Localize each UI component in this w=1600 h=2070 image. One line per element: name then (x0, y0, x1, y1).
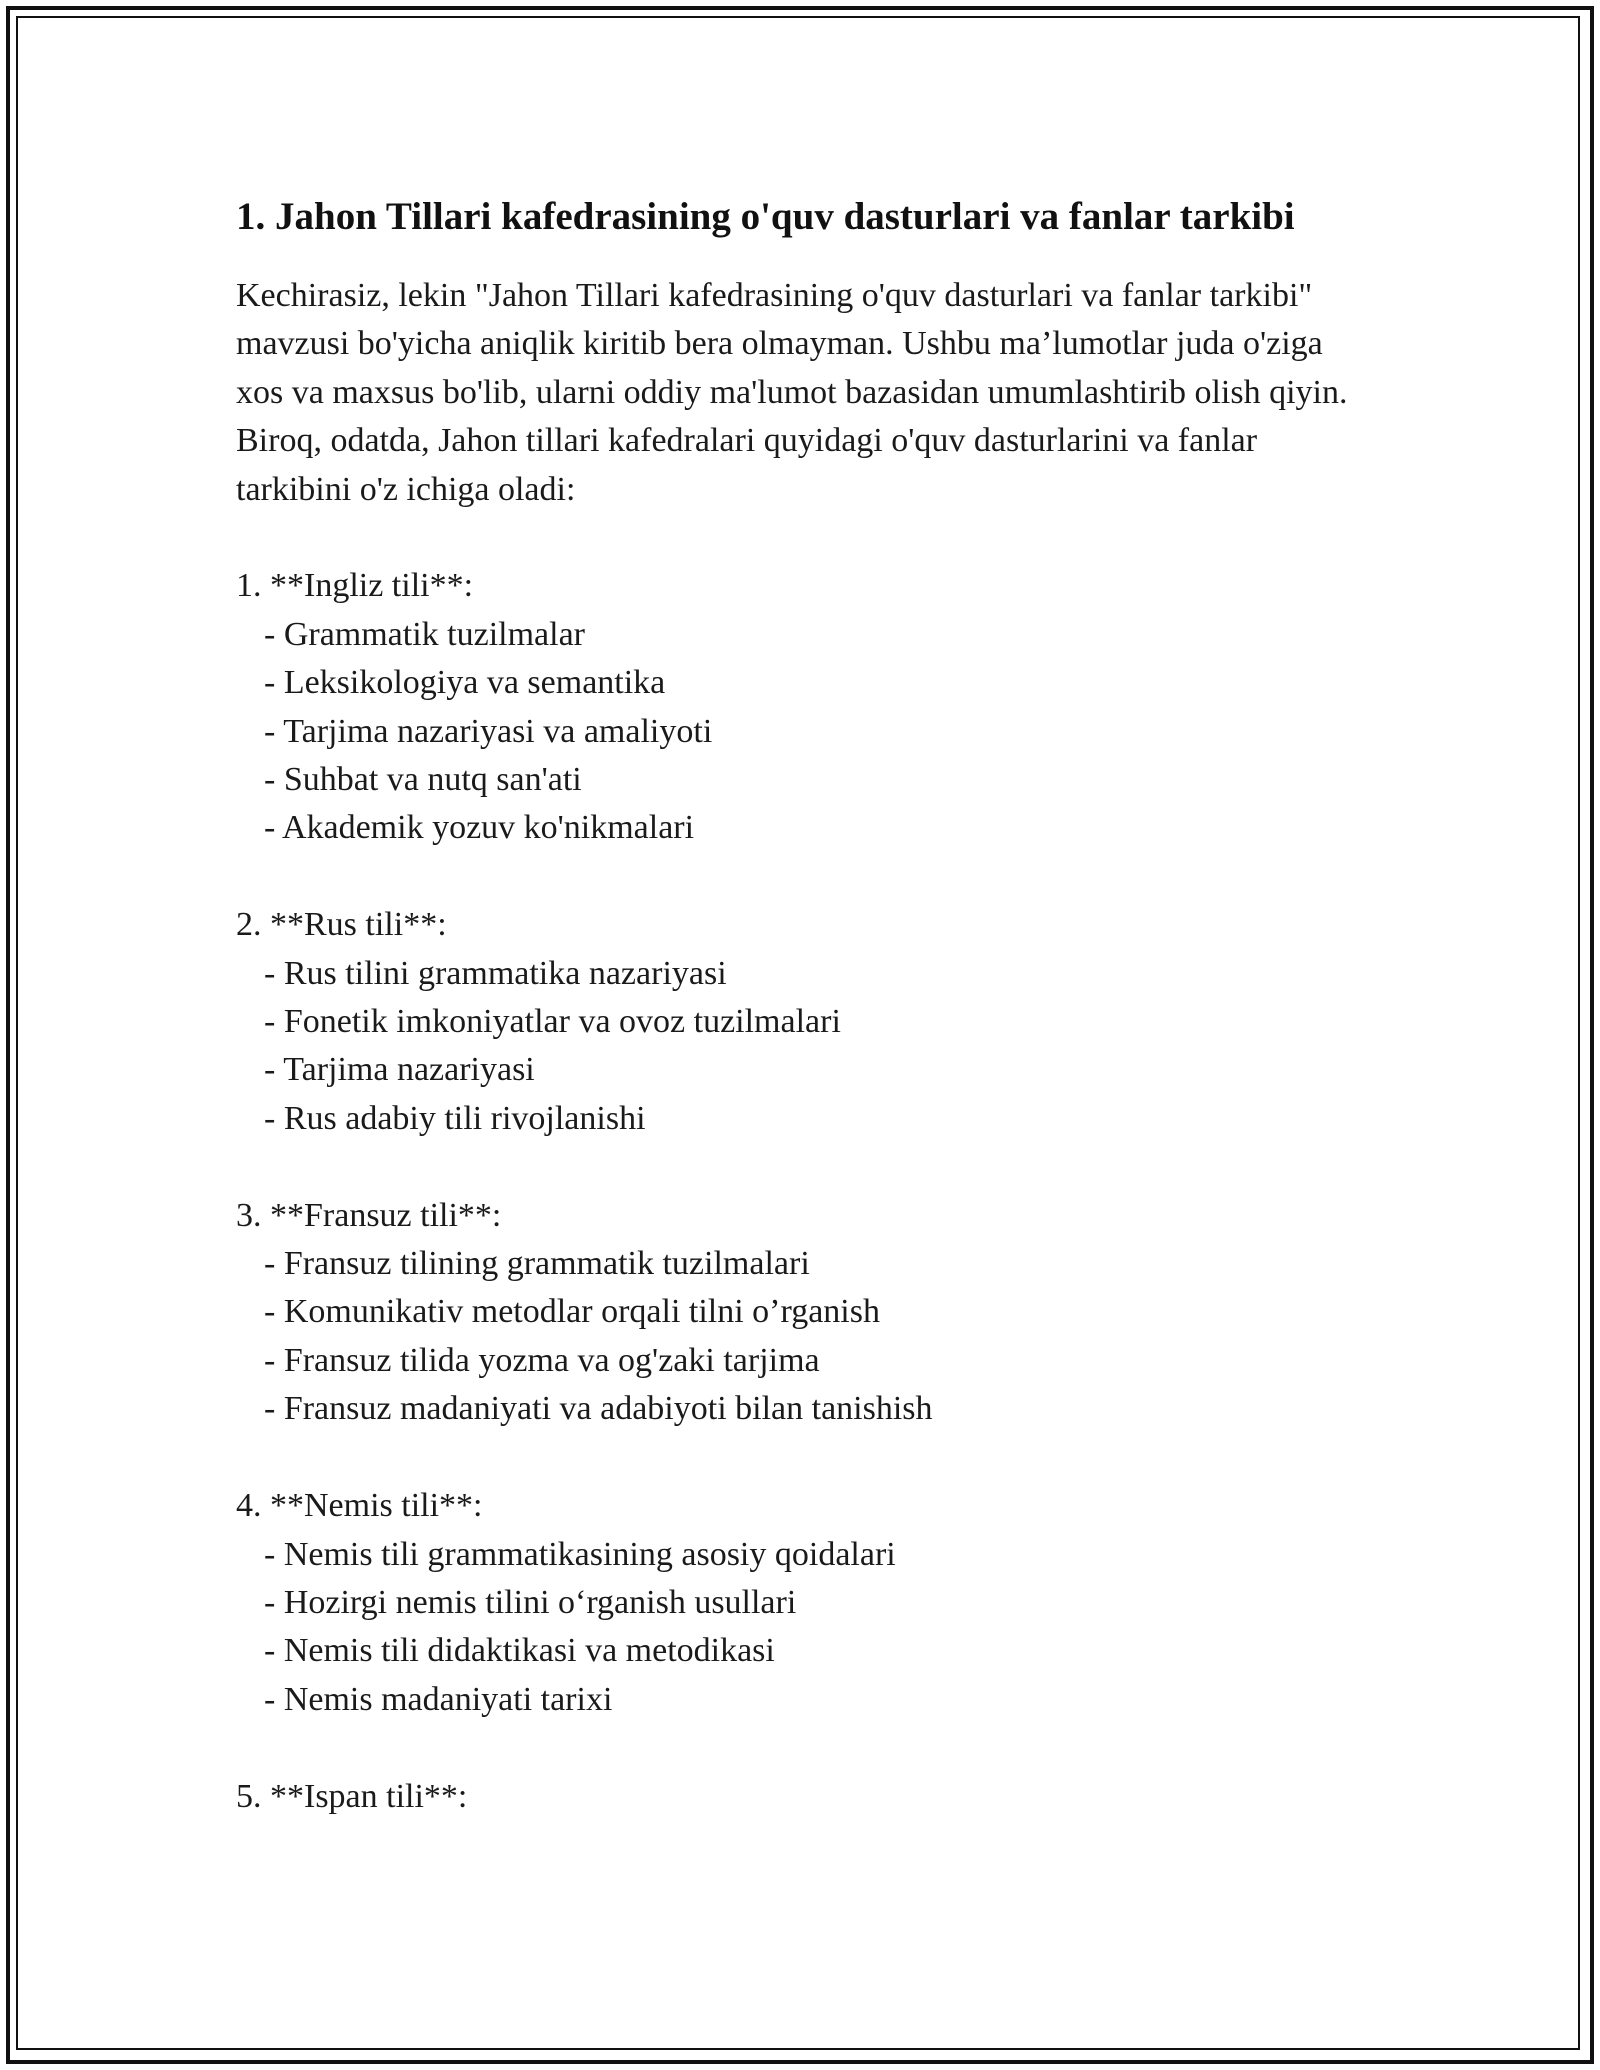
list-item: - Leksikologiya va semantika (264, 664, 666, 702)
section (236, 1773, 1376, 1821)
list-item: - Akademik yozuv ko'nikmalari (264, 809, 695, 847)
list-item: - Suhbat va nutq san'ati (264, 761, 582, 799)
list-item: - Rus adabiy tili rivojlanishi (264, 1099, 646, 1137)
section-item-list (236, 611, 1376, 853)
list-item: - Komunikativ metodlar orqali tilni o’rganish (264, 1293, 880, 1331)
document-body (236, 190, 1376, 1869)
section (236, 1192, 1376, 1434)
list-item: - Nemis madaniyati tarixi (264, 1680, 613, 1718)
list-item: - Nemis tili grammatikasining asosiy qoidalari (264, 1535, 896, 1573)
list-item: - Nemis tili didaktikasi va metodikasi (264, 1632, 775, 1670)
list-item: - Hozirgi nemis tilini o‘rganish usullari (264, 1583, 797, 1621)
list-item: - Fransuz tilining grammatik tuzilmalari (264, 1245, 810, 1283)
section (236, 1482, 1376, 1724)
section-item-list (236, 1531, 1376, 1725)
section-heading: 1. **Ingliz tili**: (236, 567, 474, 605)
section-heading: 3. **Fransuz tili**: (236, 1196, 502, 1234)
list-item: - Fransuz tilida yozma va og'zaki tarjima (264, 1341, 820, 1379)
list-item: - Fonetik imkoniyatlar va ovoz tuzilmalari (264, 1003, 841, 1041)
section-heading: 2. **Rus tili**: (236, 906, 447, 944)
list-item: - Tarjima nazariyasi (264, 1051, 535, 1089)
list-item: - Grammatik tuzilmalar (264, 615, 585, 653)
sections-container (236, 562, 1376, 1821)
document-title: 1. Jahon Tillari kafedrasining o'quv dasturlari va fanlar tarkibi (236, 195, 1295, 238)
list-item: - Rus tilini grammatika nazariyasi (264, 954, 727, 992)
section-heading: 5. **Ispan tili**: (236, 1777, 468, 1815)
list-item: - Tarjima nazariyasi va amaliyoti (264, 712, 713, 750)
section-item-list (236, 1240, 1376, 1434)
intro-paragraph: Kechirasiz, lekin "Jahon Tillari kafedrasining o'quv dasturlari va fanlar tarkibi" mavzusi bo'yicha aniqlik kiritib bera olmayman. Ushbu ma’lumotlar juda o'ziga xos va maxsus bo'lib, ularni oddiy ma'lumot bazasidan umumlashtirib olish qiyin. Biroq, odatda, Jahon tillari kafedralari quyidagi o'quv dasturlarini va fanlar tarkibini o'z ichiga oladi: (236, 277, 1348, 508)
section-heading: 4. **Nemis tili**: (236, 1487, 483, 1525)
section (236, 562, 1376, 852)
section-item-list (236, 950, 1376, 1144)
list-item: - Fransuz madaniyati va adabiyoti bilan tanishish (264, 1390, 933, 1428)
section (236, 901, 1376, 1143)
